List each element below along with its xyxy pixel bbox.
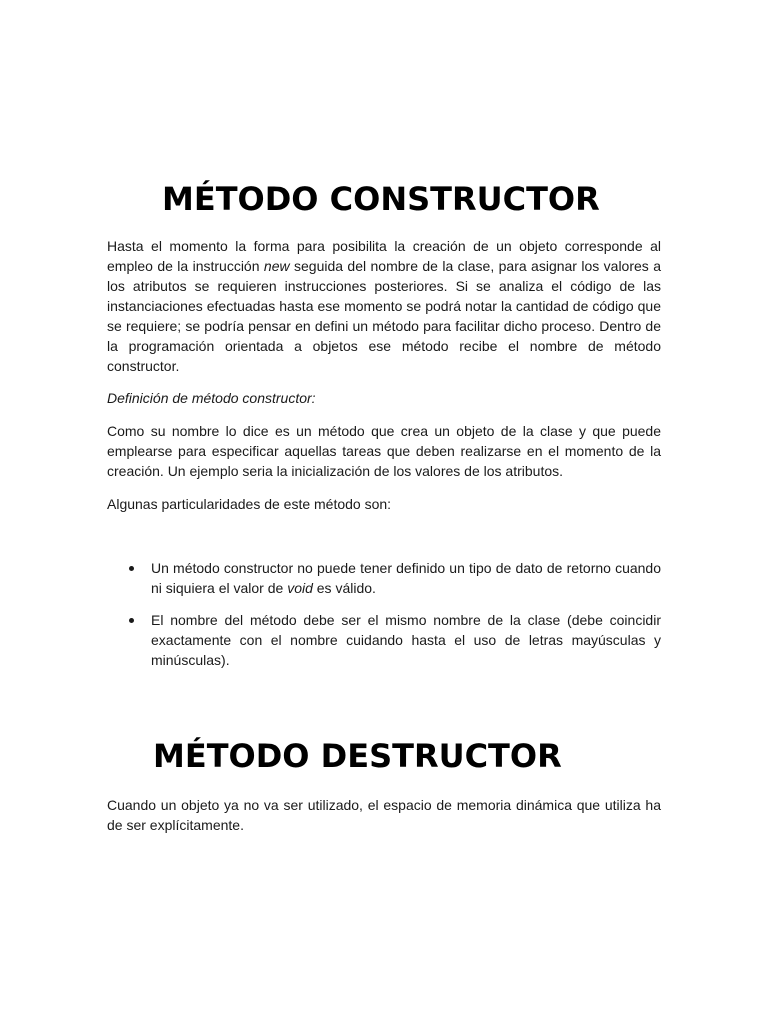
bullet-icon bbox=[129, 566, 134, 571]
section-title-destructor: MÉTODO DESTRUCTOR bbox=[153, 737, 562, 775]
particularities-list bbox=[129, 558, 661, 682]
list-item bbox=[129, 558, 661, 598]
bullet-1-part1: Un método constructor no puede tener definido un tipo de dato de retorno cuando ni siquiera el valor de bbox=[151, 560, 661, 596]
bullet-2-text: El nombre del método debe ser el mismo nombre de la clase (debe coincidir exactamente con el nombre cuidando hasta el uso de letras mayúsculas y minúsculas). bbox=[151, 612, 661, 668]
intro-paragraph bbox=[107, 236, 661, 376]
list-item bbox=[129, 610, 661, 670]
intro-text-part2: seguida del nombre de la clase, para asignar los valores a los atributos se requieren instrucciones posteriores. Si se analiza el código de las instanciaciones efectuadas hasta ese momento se podrá notar la cantidad de código que se requiere; se podría pensar en defini un método para facilitar dicho proceso. Dentro de la programación orientada a objetos ese método recibe el nombre de método constructor. bbox=[107, 258, 661, 374]
intro-keyword-new: new bbox=[263, 258, 290, 274]
section-title-constructor: MÉTODO CONSTRUCTOR bbox=[162, 180, 600, 218]
definition-paragraph: Como su nombre lo dice es un método que crea un objeto de la clase y que puede emplearse para especificar aquellas tareas que deben realizarse en el momento de la creación. Un ejemplo seria la inicialización de los valores de los atributos. bbox=[107, 423, 661, 479]
bullet-1-part2: es válido. bbox=[312, 580, 376, 596]
destructor-paragraph: Cuando un objeto ya no va ser utilizado, el espacio de memoria dinámica que utiliza ha de ser explícitamente. bbox=[107, 797, 661, 833]
intro-text-part1: Hasta el momento la forma para posibilita la creación de un objeto corresponde al empleo de la instrucción bbox=[107, 238, 661, 274]
particularities-intro: Algunas particularidades de este método son: bbox=[107, 496, 392, 512]
bullet-1-keyword-void: void bbox=[287, 580, 313, 596]
definition-heading: Definición de método constructor: bbox=[107, 390, 316, 406]
bullet-icon bbox=[129, 618, 134, 623]
